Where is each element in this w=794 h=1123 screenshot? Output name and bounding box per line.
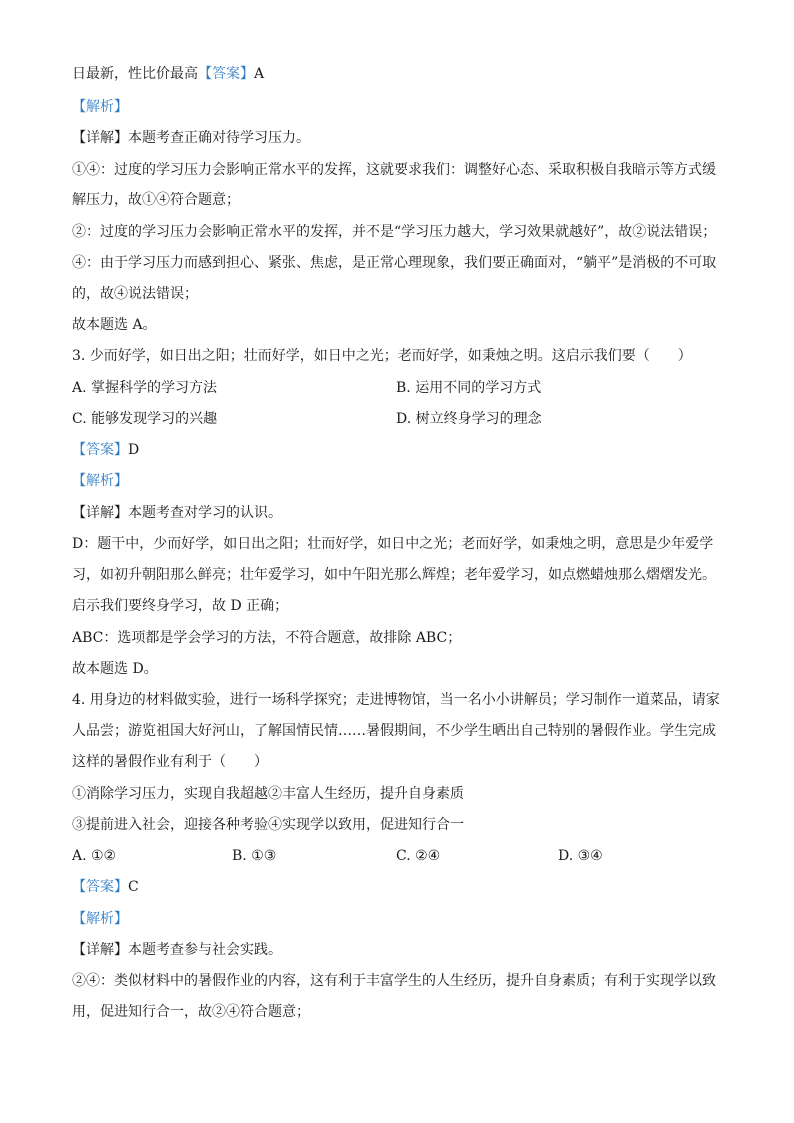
text-line bbox=[72, 97, 128, 117]
line-text: ④：由于学习压力而感到担心、紧张、焦虑，是正常心理现象，我们要正确面对，“躺平”是消极的不可取 bbox=[72, 255, 717, 271]
text-line bbox=[72, 315, 157, 335]
text-line bbox=[72, 440, 139, 460]
line-text: 启示我们要终身学习，故 D 正确； bbox=[72, 598, 289, 614]
text-line bbox=[72, 190, 240, 210]
option-b: B. ①③ bbox=[232, 848, 277, 864]
text-line bbox=[72, 160, 716, 180]
text-line bbox=[72, 815, 464, 835]
question-4 bbox=[72, 690, 720, 710]
line-text: 习，如初升朝阳那么鲜亮；壮年爱学习，如中午阳光那么辉煌；老年爱学习，如点燃蜡烛那么熠熠发光。 bbox=[72, 567, 716, 583]
text-line bbox=[72, 503, 282, 523]
statement-text: ①消除学习压力，实现自我超越②丰富人生经历，提升自身素质 bbox=[72, 786, 464, 802]
text-line bbox=[72, 1002, 310, 1022]
line-text: 【详解】本题考查参与社会实践。 bbox=[72, 942, 282, 958]
text-line bbox=[72, 971, 716, 991]
text-line bbox=[72, 128, 310, 148]
line-text: 解压力，故①④符合题意； bbox=[72, 192, 240, 208]
question-text: 人品尝；游览祖国大好河山，了解国情民情……暑假期间，不少学生晒出自己特别的暑假作业。学生完成 bbox=[72, 723, 716, 739]
question-text: 4. 用身边的材料做实验，进行一场科学探究；走进博物馆，当一名小小讲解员；学习制作一道菜品，请家 bbox=[72, 692, 720, 708]
text-line bbox=[72, 909, 128, 929]
option-d: D. 树立终身学习的理念 bbox=[396, 411, 542, 427]
analysis-tag: 【解析】 bbox=[72, 911, 128, 927]
answer-value: A bbox=[254, 66, 265, 82]
line-text: ②：过度的学习压力会影响正常水平的发挥，并不是“学习压力越大，学习效果就越好”，故②说法错误； bbox=[72, 224, 717, 240]
option-c: C. ②④ bbox=[396, 848, 441, 864]
answer-tag: 【答案】 bbox=[72, 879, 128, 895]
text-line bbox=[72, 940, 282, 960]
text-line bbox=[72, 565, 716, 585]
answer-value: D bbox=[128, 442, 140, 458]
line-text: 【详解】本题考查正确对待学习压力。 bbox=[72, 130, 310, 146]
line-text: ①④：过度的学习压力会影响正常水平的发挥，这就要求我们：调整好心态、采取积极自我暗示等方式缓 bbox=[72, 162, 716, 178]
text-line bbox=[72, 222, 716, 242]
text-line bbox=[72, 721, 716, 741]
option-a: A. 掌握科学的学习方法 bbox=[72, 380, 218, 396]
text-line bbox=[72, 64, 264, 84]
text-line bbox=[72, 752, 268, 772]
answer-value: C bbox=[128, 879, 139, 895]
answer-tag: 【答案】 bbox=[198, 66, 254, 82]
text-line bbox=[72, 784, 464, 804]
line-text: D：题干中，少而好学，如日出之阳；壮而好学，如日中之光；老而好学，如秉烛之明，意思是少年爱学 bbox=[72, 536, 714, 552]
text-line bbox=[72, 534, 713, 554]
question-3 bbox=[72, 346, 692, 366]
option-b: B. 运用不同的学习方式 bbox=[396, 380, 542, 396]
question-text: 这样的暑假作业有利于（ ） bbox=[72, 754, 268, 770]
text-line bbox=[72, 596, 288, 616]
answer-tag: 【答案】 bbox=[72, 442, 128, 458]
text-line bbox=[72, 628, 461, 648]
line-text: 用，促进知行合一，故②④符合题意； bbox=[72, 1004, 310, 1020]
line-text: 故本题选 D。 bbox=[72, 661, 158, 677]
text-line bbox=[72, 253, 716, 273]
statement-text: ③提前进入社会，迎接各种考验④实现学以致用，促进知行合一 bbox=[72, 817, 464, 833]
line-text: 故本题选 A。 bbox=[72, 317, 157, 333]
text-line bbox=[72, 877, 139, 897]
line-text: 的，故④说法错误； bbox=[72, 286, 198, 302]
text-line bbox=[72, 659, 158, 679]
text-line bbox=[72, 284, 198, 304]
text-line bbox=[72, 471, 128, 491]
option-c: C. 能够发现学习的兴趣 bbox=[72, 411, 218, 427]
option-a: A. ①② bbox=[72, 848, 117, 864]
analysis-tag: 【解析】 bbox=[72, 99, 128, 115]
line-text: ②④：类似材料中的暑假作业的内容，这有利于丰富学生的人生经历，提升自身素质；有利于实现学以致 bbox=[72, 973, 716, 989]
option-d: D. ③④ bbox=[558, 848, 603, 864]
line-text: ABC：选项都是学会学习的方法，不符合题意，故排除 ABC； bbox=[72, 630, 462, 646]
line-text: 日最新，性比价最高 bbox=[72, 66, 198, 82]
question-text: 3. 少而好学，如日出之阳；壮而好学，如日中之光；老而好学，如秉烛之明。这启示我们要（ ） bbox=[72, 348, 692, 364]
line-text: 【详解】本题考查对学习的认识。 bbox=[72, 505, 282, 521]
analysis-tag: 【解析】 bbox=[72, 473, 128, 489]
